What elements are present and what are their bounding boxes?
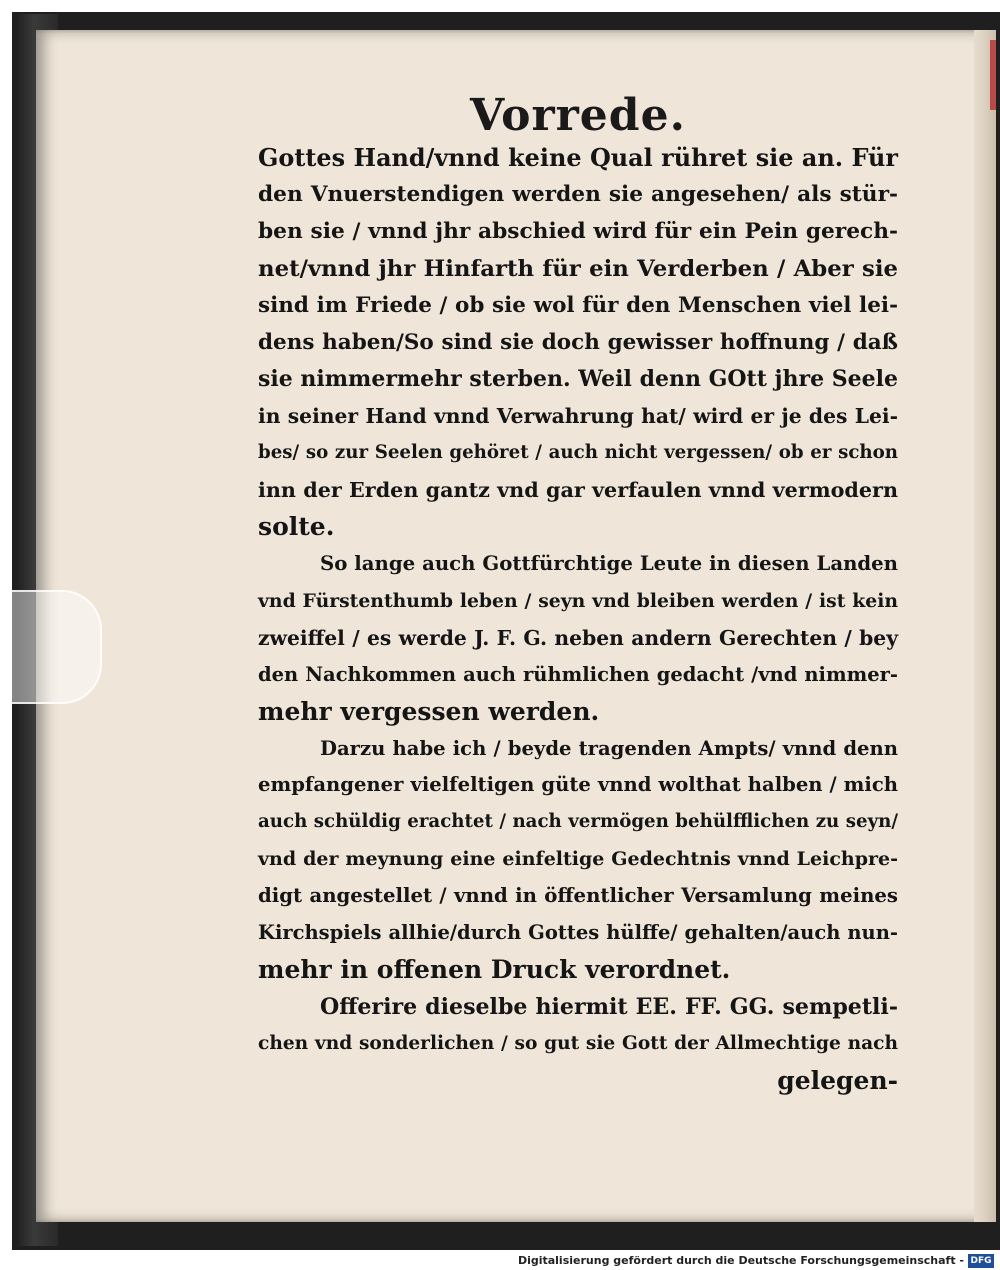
text-line: bes/ so zur Seelen gehöret / auch nicht vergessen/ ob er schon — [258, 442, 898, 464]
text-line: So lange auch Gottfürchtige Leute in diesen Landen — [320, 551, 898, 575]
catchword: gelegen- — [777, 1065, 898, 1095]
text-line: sie nimmermehr sterben. Weil denn GOtt jhre Seele — [258, 366, 898, 393]
text-line: den Nachkommen auch rühmlichen gedacht /vnd nimmer- — [258, 662, 898, 686]
text-line: den Vnuerstendigen werden sie angesehen/ als stür- — [258, 181, 898, 207]
footer-credit: Digitalisierung gefördert durch die Deutsche Forschungsgemeinschaft - — [517, 1254, 964, 1267]
text-line: net/vnnd jhr Hinfarth für ein Verderben / Aber sie — [258, 255, 898, 282]
text-line: inn der Erden gantz vnd gar verfaulen vnnd vermodern — [258, 478, 898, 503]
text-line: Darzu habe ich / beyde tragenden Ampts/ vnnd denn — [320, 736, 898, 760]
text-line: vnd der meynung eine einfeltige Gedechtnis vnnd Leichpre- — [258, 848, 898, 871]
text-line: chen vnd sonderlichen / so gut sie Gott der Allmechtige nach — [258, 1032, 898, 1054]
text-line: Kirchspiels allhie/durch Gottes hülffe/ gehalten/auch nun- — [258, 921, 898, 945]
red-page-marker — [990, 40, 996, 110]
text-line: auch schüldig erachtet / nach vermögen behülfflichen zu seyn/ — [258, 811, 898, 833]
text-line: Offerire dieselbe hiermit EE. FF. GG. sempetli- — [320, 993, 898, 1020]
dfg-logo-icon: DFG — [968, 1254, 994, 1268]
page-edge — [974, 30, 996, 1222]
text-line: digt angestellet / vnnd in öffentlicher Versamlung meines — [258, 884, 898, 908]
text-line: mehr vergessen werden. — [258, 696, 600, 726]
text-line: ben sie / vnnd jhr abschied wird für ein Pein gerech- — [258, 218, 898, 244]
text-line: in seiner Hand vnnd Verwahrung hat/ wird er je des Lei- — [258, 404, 898, 429]
plastic-clip — [0, 590, 102, 704]
page-heading: Vorrede. — [470, 90, 686, 141]
text-line: sind im Friede / ob sie wol für den Menschen viel lei- — [258, 292, 898, 318]
text-line: dens haben/So sind sie doch gewisser hoffnung / daß — [258, 329, 898, 355]
text-line: Gottes Hand/vnnd keine Qual rühret sie an. Für — [258, 144, 898, 172]
text-line: zweiffel / es werde J. F. G. neben andern Gerechten / bey — [258, 625, 898, 650]
footer-bar — [0, 1252, 1000, 1270]
text-line: vnd Fürstenthumb leben / seyn vnd bleiben werden / ist kein — [258, 589, 898, 612]
text-line: mehr in offenen Druck verordnet. — [258, 954, 731, 984]
text-line: solte. — [258, 512, 335, 542]
text-line: empfangener vielfeltigen güte vnnd wolthat halben / mich — [258, 773, 898, 797]
body-text — [258, 140, 898, 1100]
